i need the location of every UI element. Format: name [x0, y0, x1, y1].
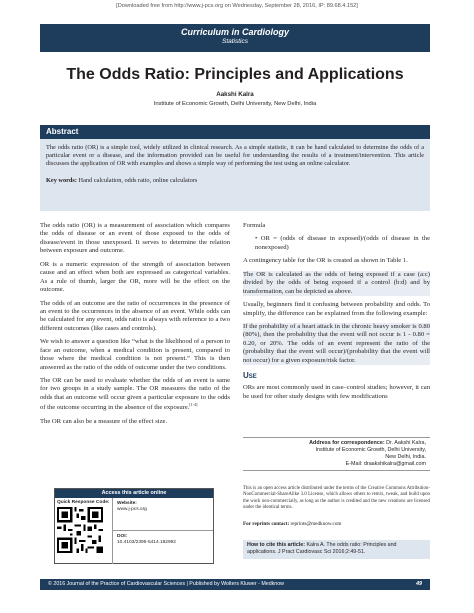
- right-column: [243, 222, 430, 406]
- qr-label: Quick Response Code:: [57, 500, 110, 505]
- use-heading: Use: [243, 371, 257, 381]
- doi-value[interactable]: 10.4103/2395-5414.182992: [117, 540, 176, 545]
- paragraph: The odds ratio (OR) is a measurement of association which compares the odds of disease or an event of those exposed to the odds of disease/event in those unexposed. It serves to determine the relation between exposure and outcome.: [40, 222, 230, 255]
- reference-marker[interactable]: [1-4]: [189, 402, 198, 408]
- citation-box: [243, 540, 430, 559]
- access-heading: Access this article online: [55, 489, 213, 498]
- page-footer: [40, 579, 430, 590]
- correspondence-line: New Delhi, India.: [385, 454, 426, 461]
- website-row: [113, 498, 213, 531]
- website-link[interactable]: www.j-pcs.org: [117, 507, 147, 512]
- reprints: [243, 521, 430, 527]
- abstract-text: The odds ratio (OR) is a simple tool, widely utilized in clinical research. As a simple statistic, it can be hand calculated to determine the odds of a particular event or a disease, and the information provided can be useful for understanding the results of a treatment/intervention. This article discusses the application of OR with examples and shows a simple way of performing the test using an online calculator.: [46, 144, 424, 168]
- paragraph: Usually, beginners find it confusing between probability and odds. To simplify, the difference can be explained from the following example:: [243, 301, 430, 317]
- paragraph: The OR can also be a measure of the effect size.: [40, 417, 168, 425]
- abstract-heading: Abstract: [40, 125, 430, 139]
- doi-label: DOI:: [117, 534, 128, 539]
- paragraph: The odds of an outcome are the ratio of occurrences in the presence of an event to the occurrences in the absence of an event. While odds can be calculated for any event, odds ratio is always with reference to a two different outcomes (like cases and controls).: [40, 299, 230, 332]
- correspondence-label: Address for correspondence:: [309, 440, 385, 446]
- section-header: [40, 24, 430, 52]
- paragraph: The OR is calculated as the odds of being exposed if a case (a:c) divided by the odds of being exposed if a control (b:d) and by transformation, can be depicted as above.: [243, 270, 430, 295]
- footer-text: © 2016 Journal of the Practice of Cardiovascular Sciences | Published by Wolters Kluwer - Medknow: [48, 581, 285, 587]
- paragraph: If the probability of a heart attack in the chronic heavy smoker is 0.80 (80%), then the probability that the event will not occur is 1 - 0.80 = 0.20, or 20%. The odds of an event represent the ratio of the (probability that the event will occur)/(probability that the event will not occur) for a given exposure/risk factor.: [243, 322, 430, 364]
- download-notice: [Downloaded free from http://www.j-pcs.org on Wednesday, September 28, 2016, IP: 89.68.4.152]: [116, 3, 358, 9]
- subsection-title: Statistics: [221, 38, 248, 45]
- correspondence-line: Institute of Economic Growth, Delhi University,: [315, 447, 426, 454]
- citation-text: Kalra A. The odds ratio: Principles and applications. J Pract Cardiovasc Sci 2016;2:49-51.: [247, 542, 397, 555]
- qr-code-icon[interactable]: [57, 507, 103, 553]
- author-name: Aakshi Kalra: [216, 91, 254, 98]
- keywords-value: Hand calculation, odds ratio, online calculators: [78, 176, 198, 184]
- qr-section: [55, 498, 113, 564]
- license-text: This is an open access article distributed under the terms of the Creative Commons Attribution-NonCommercial-ShareAlike 3.0 License, which allows others to remix, tweak, and build upon the work non-commercially, as long as the author is credited and the new creations are licensed under the identical terms.: [243, 486, 430, 511]
- paragraph: We wish to answer a question like “what is the likelihood of a person to face an outcome, when a medical condition is present, compared to those where the medical condition is not present.” This is then answered as the ratio of the odds of outcome under the two conditions.: [40, 338, 230, 371]
- keywords-label: Key words:: [46, 176, 77, 184]
- article-title: The Odds Ratio: Principles and Applications: [66, 66, 404, 83]
- correspondence-name: Dr. Aakshi Kalra,: [386, 440, 426, 446]
- paragraph: ORs are most commonly used in case–control studies; however, it can be used for other study designs with few modifications: [243, 384, 430, 400]
- website-label: Website:: [117, 501, 137, 506]
- left-column: [40, 222, 230, 431]
- abstract-box: [40, 139, 430, 211]
- correspondence-email[interactable]: E-Mail: draakshikalra@gmail.com: [345, 461, 426, 468]
- paragraph: A contingency table for the OR is created as shown in Table 1.: [243, 257, 408, 265]
- doi-row: [113, 531, 213, 564]
- section-title: Curriculum in Cardiology: [180, 27, 289, 37]
- author-affiliation: Institute of Economic Growth, Delhi University, New Delhi, India: [153, 101, 317, 107]
- reprints-email[interactable]: reprints@medknow.com: [290, 521, 342, 527]
- keywords: [46, 177, 424, 185]
- correspondence-block: [243, 437, 430, 471]
- formula: • OR = (odds of disease in exposed)/(odds of disease in the nonexposed): [255, 235, 430, 251]
- paragraph-text: The OR can be used to evaluate whether the odds of an event is same for two groups in a study sample. The OR measures the ratio of the odds that an outcome will occur given a particular exposure to the odds of the outcome occurring in the absence of the exposure.: [40, 377, 230, 412]
- page-number: 49: [416, 581, 422, 587]
- paragraph: OR is a numeric expression of the strength of association between cause and an effect when both are expressed as categorical variables. As a rule of thumb, larger the OR, more will be the effect on the outcome.: [40, 260, 230, 294]
- reprints-label: For reprints contact:: [243, 521, 290, 527]
- citation-label: How to cite this article:: [247, 542, 305, 548]
- paragraph: [40, 377, 230, 413]
- formula-label: Formula: [243, 222, 266, 229]
- access-online-box: [54, 488, 214, 564]
